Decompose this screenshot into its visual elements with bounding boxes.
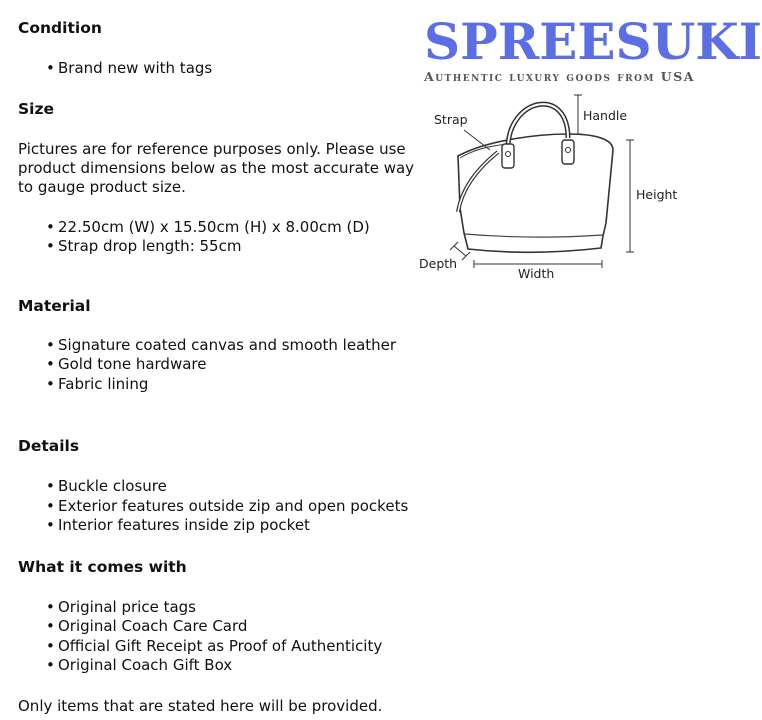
brand-logo [424,12,762,84]
condition-section [18,18,418,79]
list-item: • Official Gift Receipt as Proof of Authenticity [46,637,418,657]
material-section [18,296,418,395]
bag-dimensions-diagram [418,88,680,288]
handle-label: Handle [583,108,628,123]
list-item: • Gold tone hardware [46,355,418,375]
condition-list [18,59,418,79]
size-heading: Size [18,99,55,118]
details-section [18,436,418,536]
list-item: • Strap drop length: 55cm [46,237,418,257]
material-list [18,336,418,395]
list-item: • Signature coated canvas and smooth leather [46,336,418,356]
comes-with-list [18,598,418,676]
details-list [18,477,418,536]
comes-with-footer: Only items that are stated here will be provided. [18,696,383,715]
list-item: • Brand new with tags [46,59,418,79]
bag-body [458,134,613,252]
comes-with-section [18,557,418,716]
list-item: • Fabric lining [46,375,418,395]
brand-name: SPREESUKI [424,12,762,71]
list-item: • 22.50cm (W) x 15.50cm (H) x 8.00cm (D) [46,218,418,238]
strap-label: Strap [434,112,468,127]
material-heading: Material [18,296,91,315]
list-item: • Original Coach Care Card [46,617,418,637]
height-label: Height [636,187,678,202]
list-item: • Original price tags [46,598,418,618]
product-description [18,18,418,716]
comes-with-heading: What it comes with [18,557,187,576]
size-intro: Pictures are for reference purposes only. Please use product dimensions below as the most accurate way to gauge product size. [18,139,415,196]
list-item: • Exterior features outside zip and open pockets [46,497,418,517]
list-item: • Buckle closure [46,477,418,497]
list-item: • Original Coach Gift Box [46,656,418,676]
width-label: Width [518,266,555,281]
size-list [18,218,418,257]
size-section [18,99,418,257]
details-heading: Details [18,437,80,455]
brand-tagline: Authentic luxury goods from USA [424,69,695,84]
list-item: • Interior features inside zip pocket [46,516,418,536]
depth-label: Depth [419,256,458,271]
condition-heading: Condition [18,19,102,37]
